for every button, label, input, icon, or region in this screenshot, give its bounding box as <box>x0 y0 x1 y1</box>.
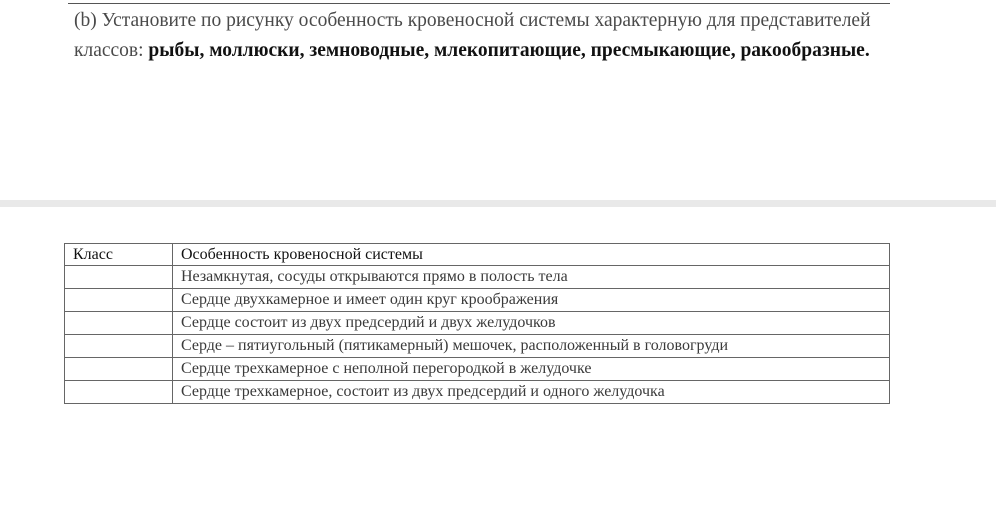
class-cell[interactable] <box>65 335 173 358</box>
feature-cell: Незамкнутая, сосуды открываются прямо в полость тела <box>173 266 890 289</box>
feature-cell: Сердце состоит из двух предсердий и двух желудочков <box>173 312 890 335</box>
page-separator <box>0 200 996 207</box>
table-row <box>65 381 890 404</box>
class-cell[interactable] <box>65 381 173 404</box>
class-cell[interactable] <box>65 312 173 335</box>
table-row <box>65 266 890 289</box>
table-header-row <box>65 244 890 266</box>
header-feature: Особенность кровеносной системы <box>173 244 890 266</box>
circulatory-table <box>64 243 890 404</box>
feature-cell: Сердце трехкамерное, состоит из двух предсердий и одного желудочка <box>173 381 890 404</box>
header-class: Класс <box>65 244 173 266</box>
table-row <box>65 289 890 312</box>
table-row <box>65 335 890 358</box>
feature-cell: Сердце двухкамерное и имеет один круг кроображения <box>173 289 890 312</box>
task-classes: рыбы, моллюски, земноводные, млекопитающие, пресмыкающие, ракообразные. <box>148 40 870 61</box>
feature-cell: Сердце трехкамерное с неполной перегородкой в желудочке <box>173 358 890 381</box>
class-cell[interactable] <box>65 266 173 289</box>
task-lead: (b) Установите по рисунку особенность кровеносной системы характерную для представителей классов: <box>74 10 871 61</box>
class-cell[interactable] <box>65 358 173 381</box>
table-row <box>65 358 890 381</box>
class-cell[interactable] <box>65 289 173 312</box>
task-text <box>74 6 924 66</box>
previous-table-border <box>68 0 890 4</box>
feature-cell: Серде – пятиугольный (пятикамерный) мешочек, расположенный в головогруди <box>173 335 890 358</box>
table-row <box>65 312 890 335</box>
